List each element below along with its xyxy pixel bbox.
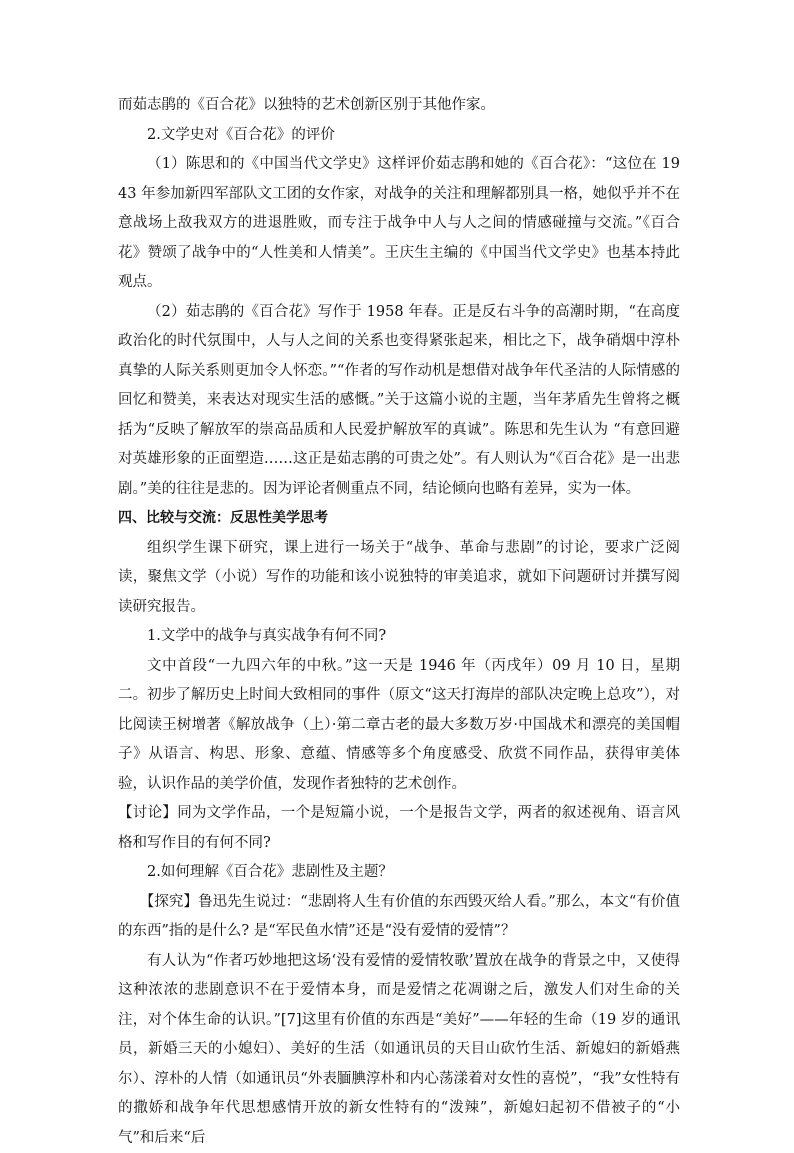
paragraph-intro-end: 而茹志鹃的《百合花》以独特的艺术创新区别于其他作家。 [118,91,680,121]
paragraph-first-section-date: 文中首段“一九四六年的中秋。”这一天是 1946 年（丙戌年）09 月 10 日，星期二。初步了解历史上时间大致相同的事件（原文“这天打海岸的部队决定晚上总攻”），对比阅读王树增著《解放战争（上）·第二章古老的最大多数万岁·中国战术和漂亮的美国帽子》从语言、构思、形象、意蕴、情感等多个角度感受、欣赏不同作品，获得审美体验，认识作品的美学价值，发现作者独特的艺术创作。 [118,652,680,800]
paragraph-organize-study: 组织学生课下研究，课上进行一场关于“战争、革命与悲剧”的讨论，要求广泛阅读，聚焦文学（小说）写作的功能和该小说独特的审美追求，就如下问题研讨并撰写阅读研究报告。 [118,534,680,623]
paragraph-valuable-things: 有人认为“作者巧妙地把这场‘没有爱情的爱情牧歌’置放在战争的背景之中，又使得这种浓浓的悲剧意识不在于爱情本身，而是爱情之花凋谢之后，激发人们对生命的关注，对个体生命的认识。”[7]这里有价值的东西是“美好”——年轻的生命（19 岁的通讯员，新婚三天的小媳妇）、美好的生活（如通讯员的天目山砍竹生活、新媳妇的新婚燕尔）、淳朴的人情（如通讯员“外表腼腆淳朴和内心荡漾着对女性的喜悦”，“我”女性特有的撒娇和战争年代思想感情开放的新女性特有的“泼辣”，新媳妇起初不借被子的“小气”和后来“后 [118,947,680,1153]
paragraph-chen-sihe-evaluation: （1）陈思和的《中国当代文学史》这样评价茹志鹃和她的《百合花》：“这位在 1943 年参加新四军部队文工团的女作家，对战争的关注和理解都别具一格，她似乎并不在意战场上敌我双方的进退胜败，而专注于战争中人与人之间的情感碰撞与交流。”《百合花》赞颂了战争中的“人性美和人情美”。王庆生主编的《中国当代文学史》也基本持此观点。 [118,150,680,298]
paragraph-exploration: 【探究】鲁迅先生说过：“悲剧将人生有价值的东西毁灭给人看。”那么，本文“有价值的东西”指的是什么? 是“军民鱼水情”还是“没有爱情的爱情”？ [118,888,680,947]
paragraph-writing-background: （2）茹志鹃的《百合花》写作于 1958 年春。正是反右斗争的高潮时期，“在高度政治化的时代氛围中，人与人之间的关系也变得紧张起来，相比之下，战争硝烟中淳朴真挚的人际关系则更加令人怀恋。”“作者的写作动机是想借对战争年代圣洁的人际情感的回忆和赞美，来表达对现实生活的感慨。”关于这篇小说的主题，当年茅盾先生曾将之概括为“反映了解放军的崇高品质和人民爱护解放军的真诚”。陈思和先生认为 “有意回避对英雄形象的正面塑造……这正是茹志鹃的可贵之处”。有人则认为“《百合花》是一出悲剧。”美的往往是悲的。因为评论者侧重点不同，结论倾向也略有差异，实为一体。 [118,298,680,505]
question-war-difference: 1.文学中的战争与真实战争有何不同? [118,622,680,652]
paragraph-discussion: 【讨论】同为文学作品，一个是短篇小说，一个是报告文学，两者的叙述视角、语言风格和写作目的有何不同? [118,799,680,858]
subheading-literary-history: 2.文学史对《百合花》的评价 [118,121,680,151]
document-page [118,91,680,1153]
question-tragedy-theme: 2.如何理解《百合花》悲剧性及主题？ [118,858,680,888]
section-heading-comparison: 四、比较与交流：反思性美学思考 [118,504,680,534]
